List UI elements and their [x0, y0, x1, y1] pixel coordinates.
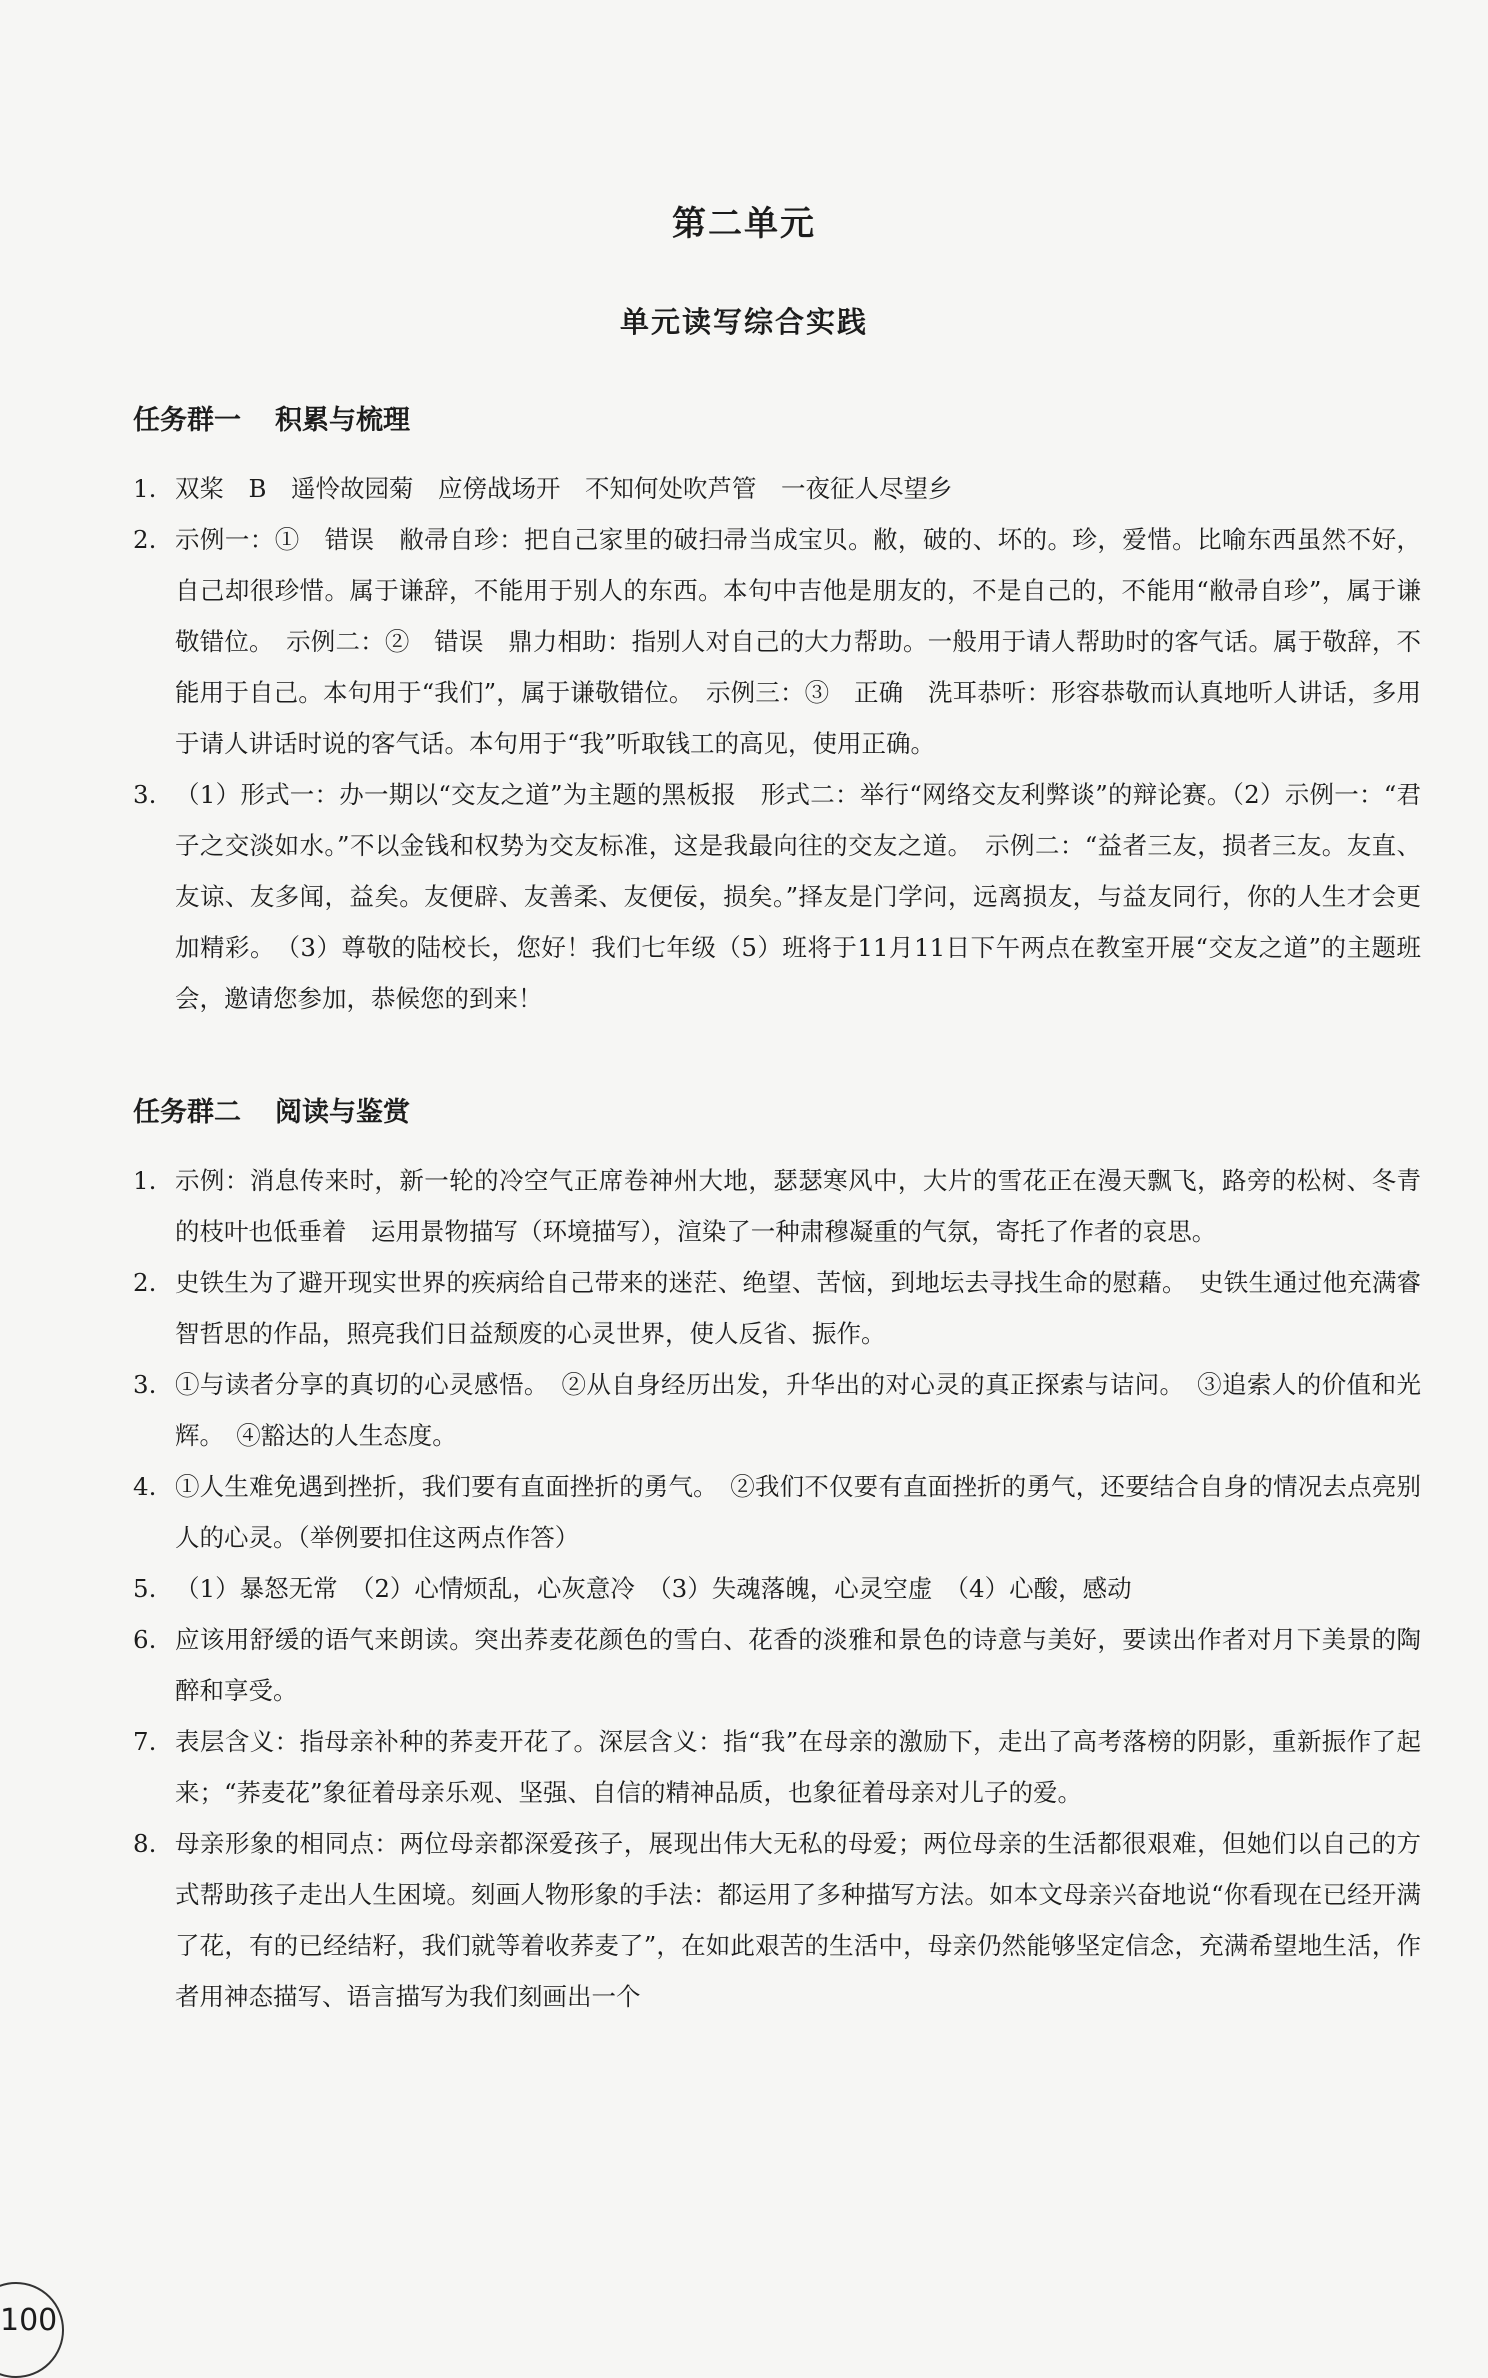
answer-item	[133, 1359, 1421, 1461]
task-group-title: 积累与梳理	[275, 405, 410, 436]
task-group-label: 任务群一	[133, 405, 241, 436]
answer-text: 双桨 B 遥怜故园菊 应傍战场开 不知何处吹芦管 一夜征人尽望乡	[175, 474, 953, 503]
answer-number: 2.	[133, 525, 157, 554]
answer-text: 示例一：① 错误 敝帚自珍：把自己家里的破扫帚当成宝贝。敝，破的、坏的。珍，爱惜。比喻东西虽然不好，自己却很珍惜。属于谦辞，不能用于别人的东西。本句中吉他是朋友的，不是自己的，不能用“敝帚自珍”，属于谦敬错位。 示例二：② 错误 鼎力相助：指别人对自己的大力帮助。一般用于请人帮助时的客气话。属于敬辞，不能用于自己。本句用于“我们”，属于谦敬错位。 示例三：③ 正确 洗耳恭听：形容恭敬而认真地听人讲话，多用于请人讲话时说的客气话。本句用于“我”听取钱工的高见，使用正确。	[175, 525, 1421, 758]
task-group-1-heading	[133, 398, 410, 437]
answer-text: 史铁生为了避开现实世界的疾病给自己带来的迷茫、绝望、苦恼，到地坛去寻找生命的慰藉。 史铁生通过他充满睿智哲思的作品，照亮我们日益颓废的心灵世界，使人反省、振作。	[175, 1268, 1421, 1348]
answer-item	[133, 1461, 1421, 1563]
task-group-title: 阅读与鉴赏	[275, 1097, 410, 1128]
answer-item	[133, 1155, 1421, 1257]
answer-item	[133, 769, 1421, 1024]
answer-number: 8.	[133, 1829, 157, 1858]
task-group-2-answers	[133, 1155, 1421, 2022]
answer-number: 5.	[133, 1574, 157, 1603]
answer-item	[133, 1818, 1421, 2022]
answer-text: （1）形式一：办一期以“交友之道”为主题的黑板报 形式二：举行“网络交友利弊谈”的辩论赛。（2）示例一：“君子之交淡如水。”不以金钱和权势为交友标准，这是我最向往的交友之道。 示例二：“益者三友，损者三友。友直、友谅、友多闻，益矣。友便辟、友善柔、友便佞，损矣。”择友是门学问，远离损友，与益友同行，你的人生才会更加精彩。 （3）尊敬的陆校长，您好！我们七年级（5）班将于11月11日下午两点在教室开展“交友之道”的主题班会，邀请您参加，恭候您的到来！	[175, 780, 1421, 1013]
answer-text: ①与读者分享的真切的心灵感悟。 ②从自身经历出发，升华出的对心灵的真正探索与诘问。 ③追索人的价值和光辉。 ④豁达的人生态度。	[175, 1370, 1421, 1450]
answer-number: 1.	[133, 1166, 157, 1195]
answer-text: 母亲形象的相同点：两位母亲都深爱孩子，展现出伟大无私的母爱；两位母亲的生活都很艰难，但她们以自己的方式帮助孩子走出人生困境。刻画人物形象的手法：都运用了多种描写方法。如本文母亲兴奋地说“你看现在已经开满了花，有的已经结籽，我们就等着收荞麦了”，在如此艰苦的生活中，母亲仍然能够坚定信念，充满希望地生活，作者用神态描写、语言描写为我们刻画出一个	[175, 1829, 1421, 2011]
answer-item	[133, 514, 1421, 769]
answer-item	[133, 1257, 1421, 1359]
answer-item	[133, 463, 1421, 514]
answer-item	[133, 1716, 1421, 1818]
page-number: 100	[0, 2303, 58, 2338]
task-group-1-answers	[133, 463, 1421, 1024]
unit-title: 第二单元	[672, 204, 816, 244]
answer-number: 1.	[133, 474, 157, 503]
answer-number: 3.	[133, 780, 157, 809]
answer-text: （1）暴怒无常 （2）心情烦乱，心灰意冷 （3）失魂落魄，心灵空虚 （4）心酸，感动	[175, 1574, 1132, 1603]
answer-text: ①人生难免遇到挫折，我们要有直面挫折的勇气。 ②我们不仅要有直面挫折的勇气，还要结合自身的情况去点亮别人的心灵。（举例要扣住这两点作答）	[175, 1472, 1421, 1552]
answer-number: 6.	[133, 1625, 157, 1654]
answer-item	[133, 1563, 1421, 1614]
answer-text: 应该用舒缓的语气来朗读。突出荞麦花颜色的雪白、花香的淡雅和景色的诗意与美好，要读出作者对月下美景的陶醉和享受。	[175, 1625, 1421, 1705]
answer-text: 表层含义：指母亲补种的荞麦开花了。深层含义：指“我”在母亲的激励下，走出了高考落榜的阴影，重新振作了起来；“荞麦花”象征着母亲乐观、坚强、自信的精神品质，也象征着母亲对儿子的爱。	[175, 1727, 1421, 1807]
section-subtitle: 单元读写综合实践	[619, 305, 868, 339]
answer-text: 示例：消息传来时，新一轮的冷空气正席卷神州大地，瑟瑟寒风中，大片的雪花正在漫天飘飞，路旁的松树、冬青的枝叶也低垂着 运用景物描写（环境描写），渲染了一种肃穆凝重的气氛，寄托了作者的哀思。	[175, 1166, 1421, 1246]
task-group-2-heading	[133, 1090, 410, 1129]
answer-item	[133, 1614, 1421, 1716]
answer-number: 3.	[133, 1370, 157, 1399]
answer-number: 4.	[133, 1472, 157, 1501]
answer-number: 7.	[133, 1727, 157, 1756]
answer-number: 2.	[133, 1268, 157, 1297]
task-group-label: 任务群二	[133, 1097, 241, 1128]
